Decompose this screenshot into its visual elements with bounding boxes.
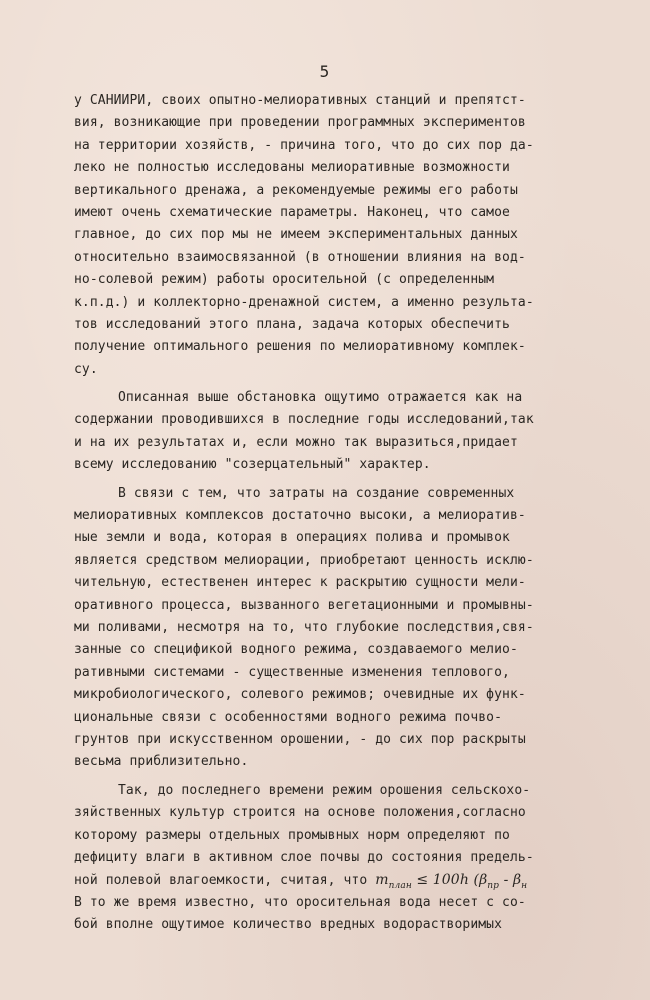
text-line: оративного процесса, вызванного вегетационными и промывны-: [74, 597, 534, 613]
text-line: у САНИИРИ, своих опытно-мелиоративных станций и препятст-: [74, 93, 526, 108]
text-line: на территории хозяйств, - причина того, что до сих пор да-: [74, 137, 534, 153]
text-line: тов исследований этого плана, задача которых обеспечить: [74, 316, 510, 332]
formula-beta-2: β: [512, 872, 522, 889]
text-line: и на их результатах и, если можно так выразиться,придает: [74, 434, 518, 450]
text-line: вия, возникающие при проведении программных экспериментов: [74, 115, 526, 131]
text-line: является средством мелиорации, приобретают ценность исклю-: [74, 552, 534, 568]
text-line: ми поливами, несмотря на то, что глубокие последствия,свя-: [74, 619, 534, 635]
text-line-with-formula: [74, 869, 584, 891]
paragraph-4: [74, 780, 584, 937]
text-line: ративными системами - существенные изменения теплового,: [74, 664, 510, 680]
text-line: относительно взаимосвязанной (в отношении влияния на вод-: [74, 249, 526, 265]
formula-relation: ≤ 100: [411, 872, 460, 889]
text-line: микробиологического, солевого режимов; очевидные их функ-: [74, 687, 526, 703]
text-line: к.п.д.) и коллекторно-дренажной систем, а именно результа-: [74, 294, 534, 310]
page-number: 5: [319, 62, 331, 81]
text-line: су.: [74, 361, 98, 377]
paragraph-2: [74, 387, 584, 477]
paragraph-1: [74, 90, 584, 381]
text-line: содержании проводившихся в последние годы исследований,так: [74, 412, 534, 428]
inline-formula: [375, 872, 528, 892]
text-line: мелиоративных комплексов достаточно высоки, а мелиоратив-: [74, 508, 526, 524]
formula-h: h: [459, 872, 469, 889]
formula-beta-1: β: [479, 872, 488, 889]
text-line: чительную, естественен интерес к раскрытию сущности мели-: [74, 575, 526, 591]
text-line: но-солевой режим) работы оросительной (с определенным: [74, 272, 495, 288]
text-line: весьма приблизительно.: [74, 754, 249, 770]
text-line: всему исследованию "созерцательный" характер.: [74, 457, 431, 473]
text-line: занные со спецификой водного режима, создаваемого мелио-: [74, 642, 518, 658]
text-line: леко не полностью исследованы мелиоративные возможности: [74, 160, 510, 176]
text-line: Так, до последнего времени режим орошения сельскохо-: [118, 782, 531, 798]
text-line: циональные связи с особенностями водного режима почво-: [74, 709, 503, 725]
formula-beta-2-subscript: н: [521, 881, 528, 892]
text-line: В связи с тем, что затраты на создание современных: [118, 485, 515, 501]
text-line: получение оптимального решения по мелиоративному комплек-: [74, 339, 526, 355]
formula-m: m: [375, 872, 389, 889]
text-line: В то же время известно, что оросительная вода несет с со-: [74, 894, 526, 910]
text-fragment: ной полевой влагоемкости, считая, что: [74, 873, 368, 889]
text-line: вертикального дренажа, а рекомендуемые режимы его работы: [74, 182, 518, 198]
text-line: дефициту влаги в активном слое почвы до состояния предель-: [74, 849, 534, 865]
text-line: главное, до сих пор мы не имеем экспериментальных данных: [74, 227, 518, 243]
formula-beta-1-subscript: пр: [487, 881, 500, 892]
formula-m-subscript: план: [388, 881, 412, 892]
text-line: имеют очень схематические параметры. Наконец, что самое: [74, 204, 510, 220]
text-line: ные земли и вода, которая в операциях полива и промывок: [74, 530, 510, 546]
formula-open-paren: (: [468, 872, 480, 889]
text-line: Описанная выше обстановка ощутимо отражается как на: [118, 390, 523, 406]
paragraph-3: [74, 483, 584, 774]
body-text: [74, 90, 584, 936]
text-line: бой вполне ощутимое количество вредных водорастворимых: [74, 917, 503, 933]
text-line: грунтов при искусственном орошении, - до сих пор раскрыты: [74, 731, 526, 747]
formula-minus: -: [499, 872, 513, 889]
text-line: которому размеры отдельных промывных норм определяют по: [74, 827, 510, 843]
text-line: зяйственных культур строится на основе положения,согласно: [74, 805, 526, 821]
